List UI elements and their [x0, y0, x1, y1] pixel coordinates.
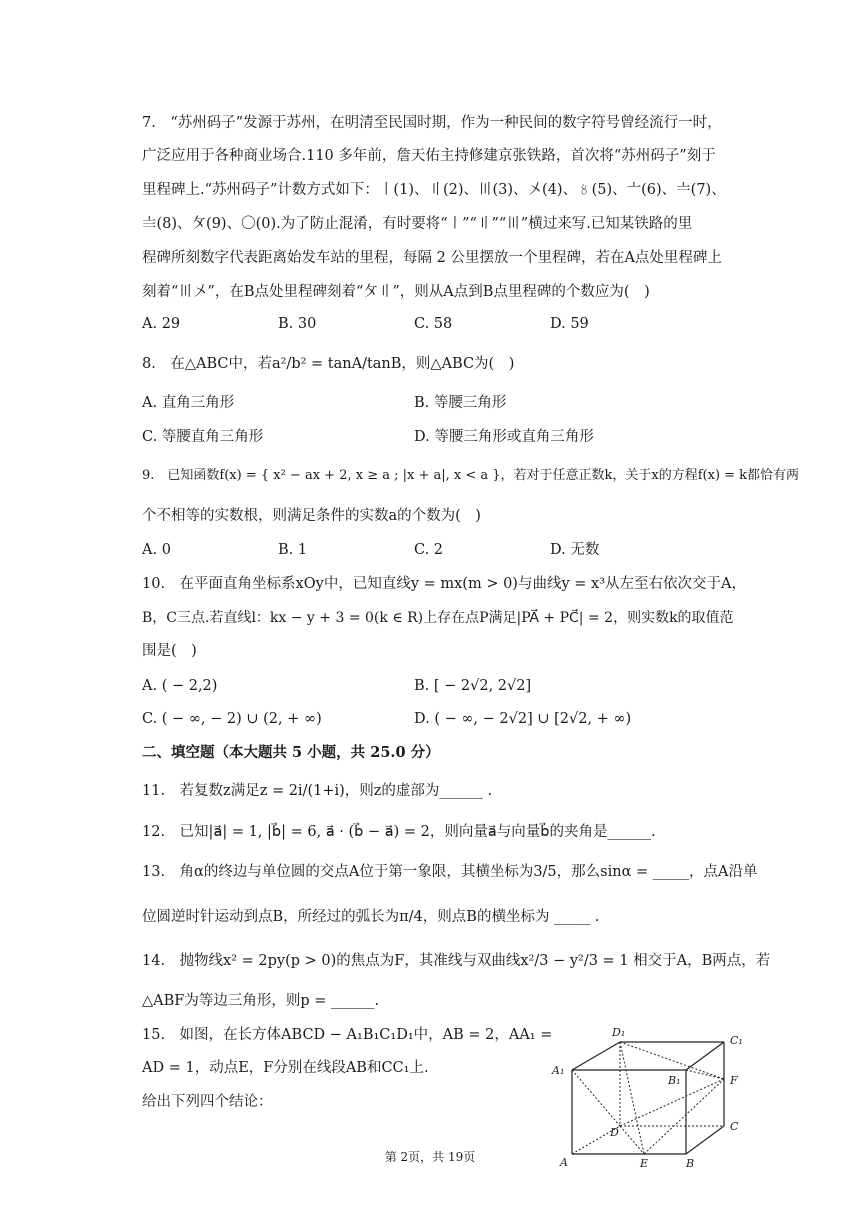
q9-option-c: C. 2 [414, 542, 444, 558]
q7-line-3: 里程碑上.“苏州码子”计数方式如下：〡(1)、〢(2)、〣(3)、〤(4)、〥(5)、〦(6)、〧(7)、 [142, 182, 726, 198]
q10-option-a: A. ( − 2,2) [142, 678, 218, 694]
q7-option-d: D. 59 [550, 316, 589, 332]
label-e: E [640, 1157, 649, 1170]
label-a: A [560, 1156, 568, 1169]
q7-option-b: B. 30 [278, 316, 317, 332]
q7-line-1: 7. “苏州码子”发源于苏州，在明清至民国时期，作为一种民间的数字符号曾经流行一时， [142, 115, 722, 131]
q9-option-a: A. 0 [142, 542, 171, 558]
q7-line-6: 刻着“〣〤”，在B点处里程碑刻着“〩〢”，则从A点到B点里程碑的个数应为( ) [142, 284, 650, 300]
label-d: D [610, 1126, 619, 1139]
label-f: F [730, 1074, 738, 1087]
q10-line-3: 围是( ) [142, 643, 197, 659]
q7-line-2: 广泛应用于各种商业场合.110 多年前，詹天佑主持修建京张铁路，首次将“苏州码子”刻于 [142, 148, 716, 164]
q14-line-2: △ABF为等边三角形，则p = ______. [142, 993, 380, 1009]
q9-option-b: B. 1 [278, 542, 308, 558]
seg-a1d [572, 1070, 620, 1126]
q8-option-d: D. 等腰三角形或直角三角形 [414, 429, 594, 445]
q10-line-1: 10. 在平面直角坐标系xOy中，已知直线y = mx(m > 0)与曲线y = x³从左至右依次交于A， [142, 576, 746, 592]
label-d1: D₁ [612, 1026, 626, 1039]
q9-line-1: 9. 已知函数f(x) = { x² − ax + 2, x ≥ a ; |x + a|, x < a }，若对于任意正数k，关于x的方程f(x) = k都恰有两 [142, 468, 800, 483]
q14-line-1: 14. 抛物线x² = 2py(p > 0)的焦点为F，其准线与双曲线x²/3 − y²/3 = 1 相交于A，B两点，若 [142, 953, 771, 969]
edge-b1c1 [686, 1042, 724, 1070]
label-b: B [686, 1157, 695, 1170]
q13-line-2: 位圆逆时针运动到点B，所经过的弧长为π/4，则点B的横坐标为 _____ . [142, 909, 600, 925]
q8-option-b: B. 等腰三角形 [414, 395, 507, 411]
q10-option-b: B. [ − 2√2, 2√2] [414, 678, 532, 694]
q10-line-2: B，C三点.若直线l：kx − y + 3 = 0(k ∈ R)上存在点P满足|PA⃗ + PC⃗| = 2，则实数k的取值范 [142, 610, 734, 626]
q15-line-3: 给出下列四个结论： [142, 1094, 273, 1110]
q12: 12. 已知|a⃗| = 1, |b⃗| = 6, a⃗ · (b⃗ − a⃗) = 2，则向量a⃗与向量b⃗的夹角是______. [142, 824, 656, 840]
q15-line-2: AD = 1，动点E，F分别在线段AB和CC₁上. [142, 1060, 429, 1076]
label-b1: B₁ [668, 1074, 681, 1087]
q13-line-1: 13. 角α的终边与单位圆的交点A位于第一象限，其横坐标为3/5，那么sinα = _____，点A沿单 [142, 864, 758, 880]
section-heading: 二、填空题（本大题共 5 小题，共 25.0 分） [142, 744, 440, 761]
seg-b1f [686, 1070, 724, 1079]
label-a1: A₁ [552, 1064, 565, 1077]
label-c1: C₁ [730, 1034, 743, 1047]
q8-stem: 8. 在△ABC中，若a²/b² = tanA/tanB，则△ABC为( ) [142, 356, 515, 372]
q9-line-2: 个不相等的实数根，则满足条件的实数a的个数为( ) [142, 508, 481, 524]
q8-option-c: C. 等腰直角三角形 [142, 429, 264, 445]
q15-line-1: 15. 如图，在长方体ABCD − A₁B₁C₁D₁中，AB = 2，AA₁ = [142, 1027, 553, 1043]
seg-d1e [620, 1042, 644, 1154]
seg-ef [644, 1079, 724, 1154]
q10-option-d: D. ( − ∞, − 2√2] ∪ [2√2, + ∞) [414, 711, 632, 727]
q7-option-c: C. 58 [414, 316, 453, 332]
q11: 11. 若复数z满足z = 2i/(1+i)，则z的虚部为______ . [142, 783, 493, 799]
q10-option-c: C. ( − ∞, − 2) ∪ (2, + ∞) [142, 711, 322, 727]
edge-a1d1 [572, 1042, 620, 1070]
q7-line-5: 程碑所刻数字代表距离始发车站的里程，每隔 2 公里摆放一个里程碑，若在A点处里程碑上 [142, 250, 722, 266]
q7-option-a: A. 29 [142, 316, 181, 332]
q8-option-a: A. 直角三角形 [142, 395, 235, 411]
page-footer: 第 2页，共 19页 [384, 1150, 476, 1164]
label-c: C [730, 1120, 739, 1133]
q7-line-4: 〨(8)、〩(9)、〇(0).为了防止混淆，有时要将“〡”“〢”“〣”横过来写.已知某铁路的里 [142, 216, 693, 232]
q9-option-d: D. 无数 [550, 542, 600, 558]
